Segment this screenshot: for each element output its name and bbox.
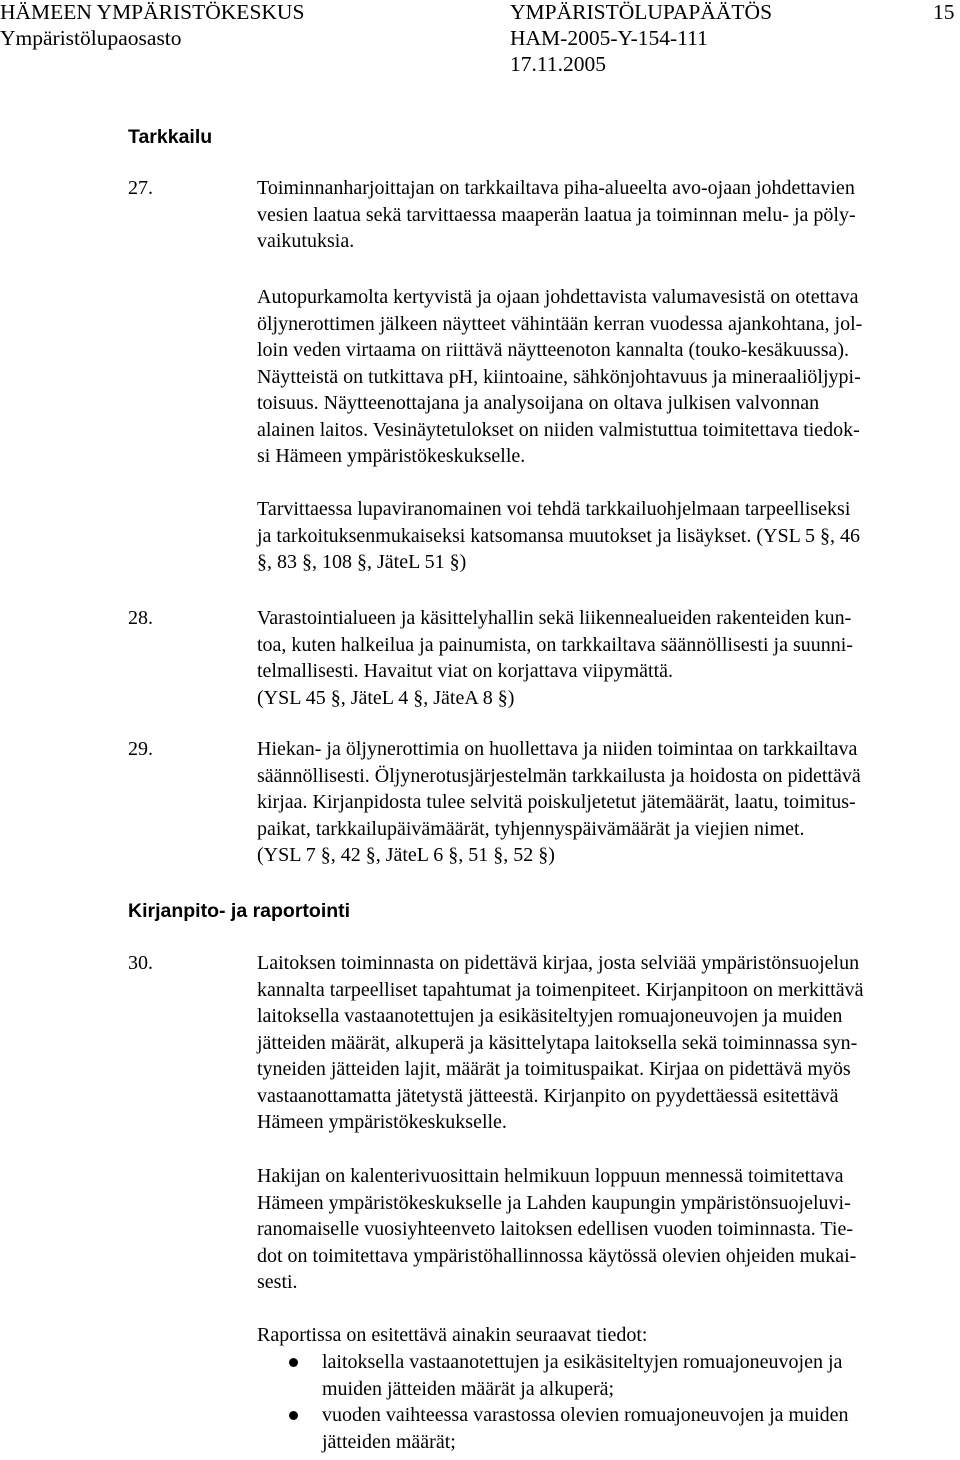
text-line: telmallisesti. Havaitut viat on korjattava viipymättä. (257, 660, 674, 682)
text-line: vesien laatua sekä tarvittaessa maaperän laatua ja toiminnan melu- ja pöly- (257, 203, 856, 226)
text-line: (YSL 45 §, JäteL 4 §, JäteA 8 §) (257, 686, 515, 709)
item-number-29: 29. (128, 738, 153, 760)
text-line: laitoksella vastaanotettujen ja esikäsiteltyjen romuajoneuvojen ja muiden (257, 1005, 843, 1027)
text-line: ja tarkoituksenmukaiseksi katsomansa muutokset ja lisäykset. (YSL 5 §, 46 (257, 524, 861, 547)
text-line: Hiekan- ja öljynerottimia on huollettava ja niiden toimintaa on tarkkailtava (257, 738, 858, 760)
text-line: säännöllisesti. Öljynerotusjärjestelmän tarkkailusta ja hoidosta on pidettävä (257, 764, 861, 787)
paragraph-30-bookkeeping (257, 950, 960, 1136)
text-line: vastaanottamatta jätetystä jätteestä. Kirjanpito on pyydettäessä esitettävä (257, 1084, 839, 1107)
text-line: muiden jätteiden määrät ja alkuperä; (322, 1377, 615, 1400)
text-line: sesti. (257, 1271, 298, 1293)
bullet-point-icon (289, 1358, 298, 1367)
text-line: jätteiden määrät, alkuperä ja käsittelytapa laitoksella sekä toiminnassa syn- (257, 1031, 858, 1054)
paragraph-30-report-intro (257, 1322, 960, 1349)
paragraph-29 (257, 736, 960, 869)
list-item-received-vehicles (322, 1349, 842, 1402)
text-line: §, 83 §, 108 §, JäteL 51 §) (257, 551, 467, 573)
text-line: Laitoksen toiminnasta on pidettävä kirjaa, josta selviää ympäristönsuojelun (257, 952, 860, 974)
text-line: toa, kuten halkeilua ja painumista, on tarkkailtava säännöllisesti ja suunni- (257, 633, 853, 656)
bullet-point-icon (289, 1411, 298, 1420)
text-line: alainen laitos. Vesinäytetulokset on niiden valmistuttua toimitettava tiedok- (257, 418, 860, 441)
item-number-30: 30. (128, 952, 153, 974)
text-line: öljynerottimen jälkeen näytteet vähintään kerran vuodessa ajankohtana, jol- (257, 312, 863, 335)
text-line: kannalta tarpeelliset tapahtumat ja toimenpiteet. Kirjanpitoon on merkittävä (257, 978, 864, 1001)
text-line: kirjaa. Kirjanpidosta tulee selvitä poiskuljetetut jätemäärät, laatu, toimitus- (257, 791, 856, 813)
list-item-stored-vehicles (322, 1402, 849, 1455)
paragraph-28 (257, 605, 960, 711)
text-line: Raportissa on esitettävä ainakin seuraavat tiedot: (257, 1324, 648, 1346)
header-date: 17.11.2005 (510, 52, 606, 76)
header-department: Ympäristölupaosasto (0, 26, 182, 50)
text-line: (YSL 7 §, 42 §, JäteL 6 §, 51 §, 52 §) (257, 844, 555, 866)
text-line: Autopurkamolta kertyvistä ja ojaan johdettavista valumavesistä on otettava (257, 286, 859, 308)
header-org: HÄMEEN YMPÄRISTÖKESKUS (0, 0, 305, 24)
section-heading-kirjanpito: Kirjanpito- ja raportointi (128, 900, 351, 922)
paragraph-27-monitoring (257, 175, 960, 255)
paragraph-30-annual-summary (257, 1163, 960, 1296)
paragraph-27-changes (257, 496, 960, 576)
text-line: Hämeen ympäristökeskukselle ja Lahden kaupungin ympäristönsuojeluvi- (257, 1191, 851, 1214)
text-line: Hakijan on kalenterivuosittain helmikuun loppuun mennessä toimitettava (257, 1165, 844, 1187)
section-heading-tarkkailu: Tarkkailu (128, 126, 213, 148)
text-line: dot on toimitettava ympäristöhallinnossa käytössä olevien ohjeiden mukai- (257, 1244, 857, 1267)
text-line: si Hämeen ympäristökeskukselle. (257, 445, 526, 467)
header-doc-type: YMPÄRISTÖLUPAPÄÄTÖS (510, 0, 773, 24)
text-line: laitoksella vastaanotettujen ja esikäsiteltyjen romuajoneuvojen ja (322, 1351, 843, 1373)
header-doc-id: HAM-2005-Y-154-111 (510, 26, 708, 50)
text-line: loin veden virtaama on riittävä näytteenoton kannalta (touko-kesäkuussa). (257, 339, 850, 361)
item-number-27: 27. (128, 177, 153, 199)
text-line: vuoden vaihteessa varastossa olevien romuajoneuvojen ja muiden (322, 1404, 849, 1426)
text-line: Näytteistä on tutkittava pH, kiintoaine, sähkönjohtavuus ja mineraaliöljypi- (257, 365, 861, 388)
text-line: Varastointialueen ja käsittelyhallin sekä liikennealueiden rakenteiden kun- (257, 607, 852, 629)
text-line: Hämeen ympäristökeskukselle. (257, 1111, 507, 1133)
text-line: jätteiden määrät; (322, 1430, 456, 1453)
item-number-28: 28. (128, 607, 153, 629)
text-line: toisuus. Näytteenottajana ja analysoijana on oltava julkisen valvonnan (257, 392, 820, 414)
text-line: ranomaiselle vuosiyhteenveto laitoksen edellisen vuoden toiminnasta. Tie- (257, 1218, 853, 1240)
page-number: 15 (933, 0, 955, 24)
text-line: vaikutuksia. (257, 230, 355, 252)
text-line: paikat, tarkkailupäivämäärät, tyhjennyspäivämäärät ja viejien nimet. (257, 817, 805, 840)
paragraph-27-sampling (257, 284, 960, 470)
text-line: Toiminnanharjoittajan on tarkkailtava piha-alueelta avo-ojaan johdettavien (257, 177, 855, 199)
text-line: Tarvittaessa lupaviranomainen voi tehdä tarkkailuohjelmaan tarpeelliseksi (257, 498, 851, 520)
text-line: tyneiden jätteiden lajit, määrät ja toimituspaikat. Kirjaa on pidettävä myös (257, 1058, 851, 1080)
